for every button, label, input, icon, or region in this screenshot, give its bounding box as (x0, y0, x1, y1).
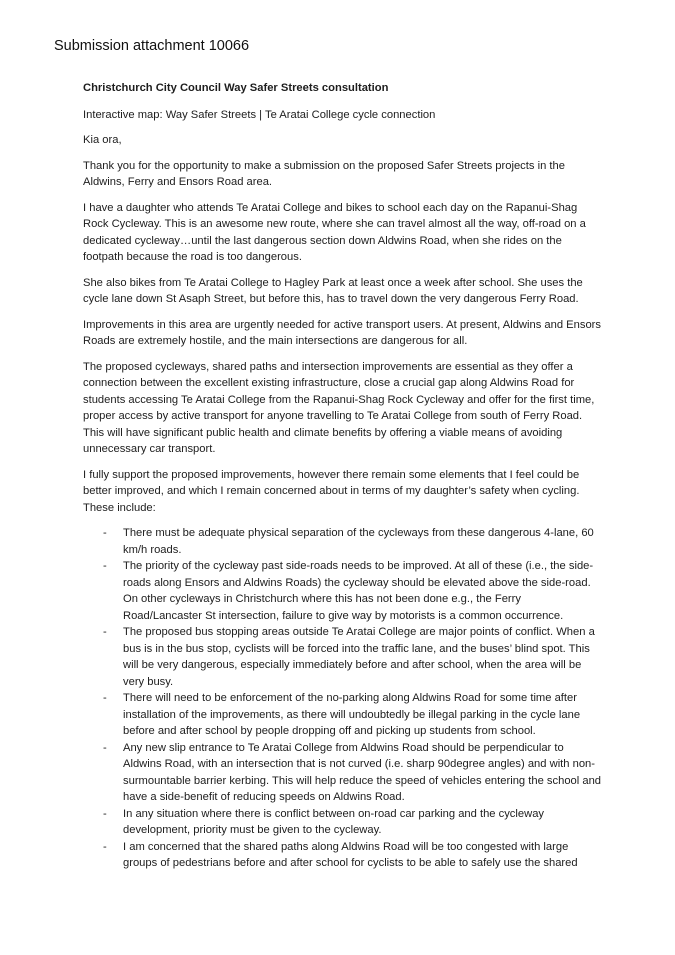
list-item-text: In any situation where there is conflict between on-road car parking and the cycleway development, priority must be given to the cycleway. (123, 807, 545, 836)
greeting: Kia ora, (83, 134, 122, 146)
paragraph: She also bikes from Te Aratai College to Hagley Park at least once a week after school. She uses the cycle lane down St Asaph Street, but before this, has to travel down the very dangerous Ferry Road. (83, 276, 583, 305)
list-item (83, 624, 603, 690)
bullet-marker: - (103, 560, 107, 572)
list-item (83, 806, 603, 839)
list-item (83, 839, 603, 872)
list-item-text: The priority of the cycleway past side-roads needs to be improved. At all of these (i.e., the side-roads along Ensors and Aldwins Roads) the cycleway should be elevated above the side-road. On other cycleways in Christchurch where this has not been done e.g., the Ferry Road/Lancaster St intersection, failure to give way by motorists is a common occurrence. (123, 560, 594, 622)
bullet-marker: - (103, 527, 107, 539)
concerns-list (83, 525, 603, 872)
paragraph: The proposed cycleways, shared paths and intersection improvements are essential as they offer a connection between the excellent existing infrastructure, close a crucial gap along Aldwins Road for students accessing Te Aratai College from the Rapanui-Shag Rock Cycleway and offer for the first time, proper access by active transport for anyone travelling to Te Aratai College from south of Ferry Road. This will have significant public health and climate benefits by offering a viable means of avoiding unnecessary car transport. (83, 360, 595, 455)
map-reference: Interactive map: Way Safer Streets | Te Aratai College cycle connection (83, 108, 436, 121)
bullet-marker: - (103, 741, 107, 754)
bullet-marker: - (103, 626, 107, 638)
bullet-marker: - (103, 692, 107, 704)
document-body (83, 80, 603, 872)
paragraph: Thank you for the opportunity to make a submission on the proposed Safer Streets projects in the Aldwins, Ferry and Ensors Road area. (83, 159, 565, 188)
list-item-text: Any new slip entrance to Te Aratai College from Aldwins Road should be perpendicular to Aldwins Road, with an intersection that is not curved (i.e. sharp 90degree angles) and with non-surmountable barrier kerbing. This will help reduce the speed of vehicles entering the school and have a side-benefit of reducing speeds on Aldwins Road. (123, 741, 602, 803)
paragraph: I fully support the proposed improvements, however there remain some elements that I feel could be better improved, and which I remain concerned about in terms of my daughter’s safety when cycling. These include: (83, 468, 580, 514)
list-item-text: The proposed bus stopping areas outside Te Aratai College are major points of conflict. When a bus is in the bus stop, cyclists will be forced into the traffic lane, and the buses’ blind spot. This will be very dangerous, especially immediately before and after school, when the area will be very busy. (123, 626, 595, 688)
list-item (83, 740, 603, 806)
list-item-text: There will need to be enforcement of the no-parking along Aldwins Road for some time after installation of the improvements, as there will undoubtedly be illegal parking in the cycle lane before and after school by people dropping off and picking up students from school. (123, 692, 581, 737)
bullet-marker: - (103, 807, 107, 820)
document-title: Christchurch City Council Way Safer Streets consultation (83, 82, 389, 94)
list-item-text: I am concerned that the shared paths along Aldwins Road will be too congested with large groups of pedestrians before and after school for cyclists to be able to safely use the shared (123, 840, 578, 869)
list-item (83, 690, 603, 740)
paragraph: Improvements in this area are urgently needed for active transport users. At present, Aldwins and Ensors Roads are extremely hostile, and the main intersections are dangerous for all. (83, 318, 601, 347)
bullet-marker: - (103, 840, 107, 853)
page-header: Submission attachment 10066 (54, 38, 250, 54)
paragraph: I have a daughter who attends Te Aratai College and bikes to school each day on the Rapanui-Shag Rock Cycleway. This is an awesome new route, where she can travel almost all the way, off-road on a dedicated cycleway…until the last dangerous section down Aldwins Road, when she rides on the footpath because the road is too dangerous. (83, 201, 586, 263)
list-item-text: There must be adequate physical separation of the cycleways from these dangerous 4-lane, 60 km/h roads. (123, 527, 594, 556)
list-item (83, 558, 603, 624)
list-item (83, 525, 603, 558)
